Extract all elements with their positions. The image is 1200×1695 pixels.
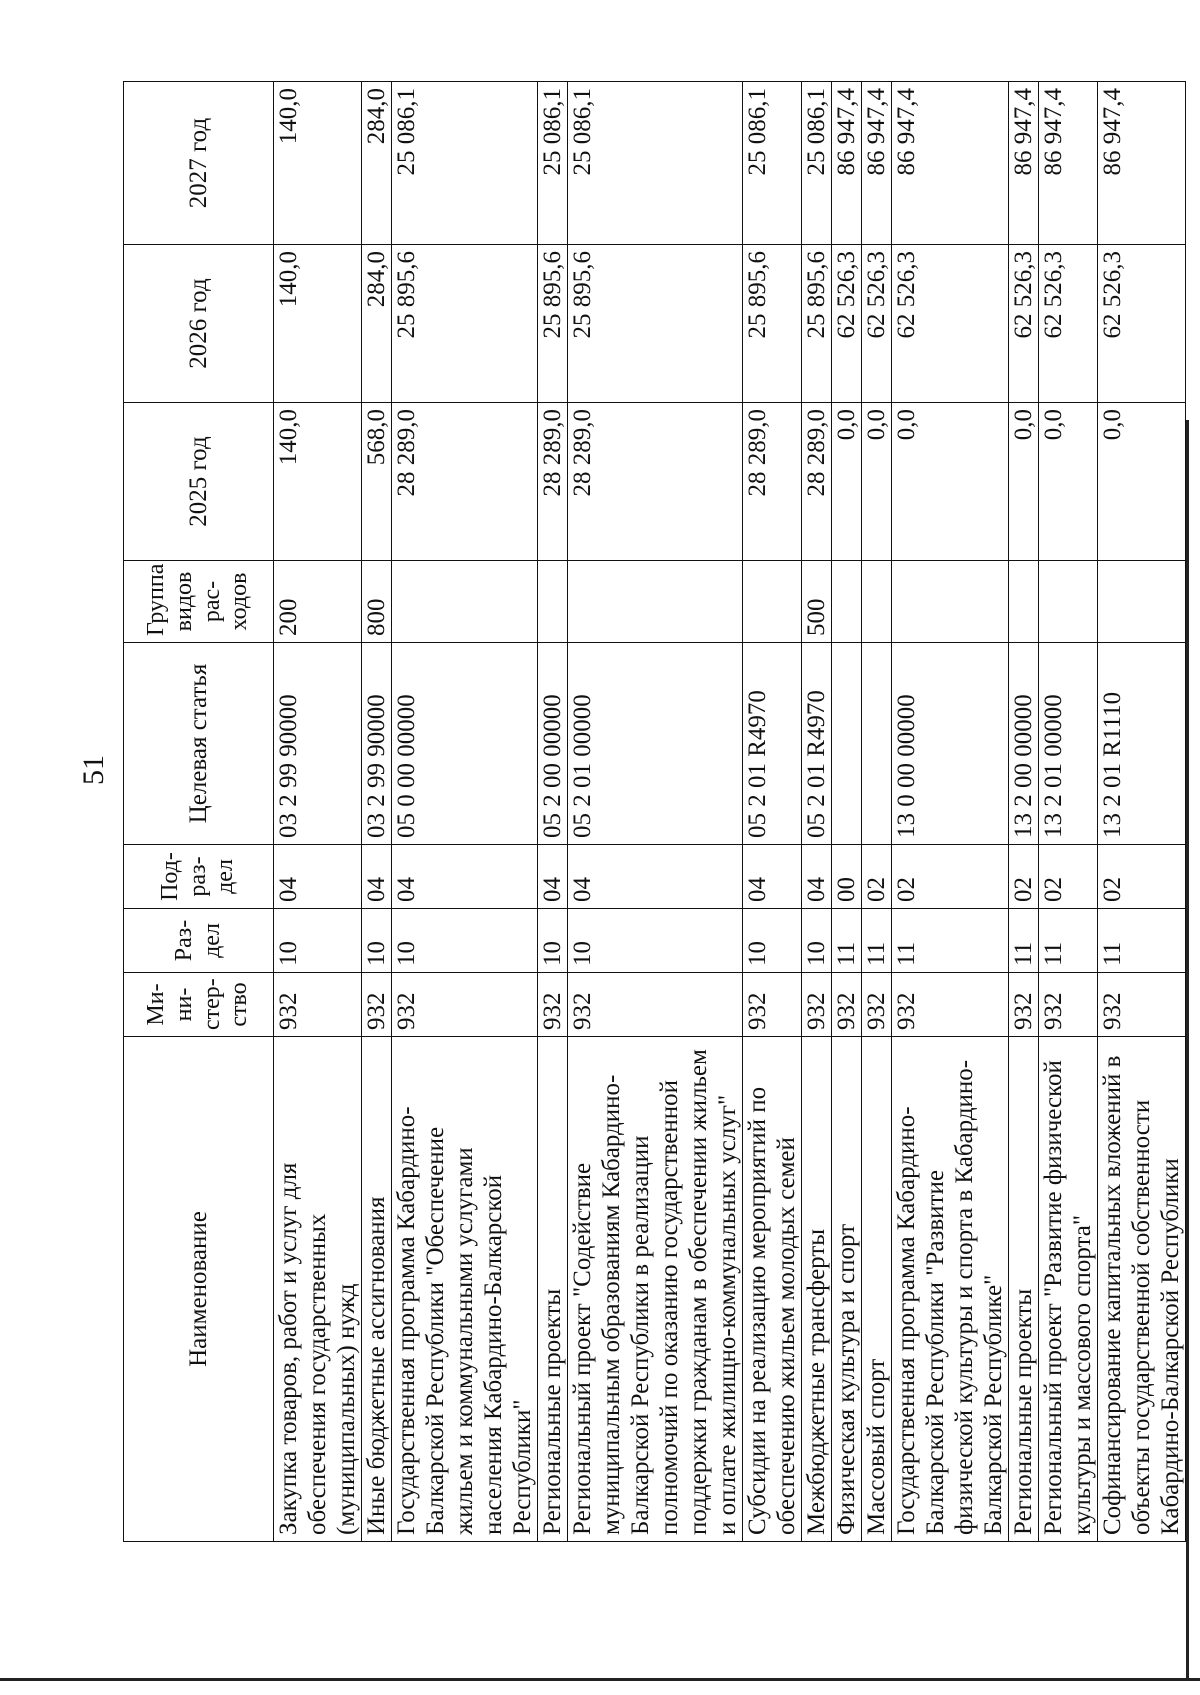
- scan-edge-bottom: [0, 1678, 1200, 1681]
- cell-section: 11: [1098, 909, 1186, 973]
- cell-y2025: 28 289,0: [743, 403, 802, 561]
- cell-ministry: 932: [1098, 973, 1186, 1037]
- cell-section: 11: [1039, 909, 1098, 973]
- cell-name: Государственная программа Кабардино-Балкарской Республики "Обеспечение жильем и коммунальными услугами населения Кабардино-Балкарской Республики": [392, 1037, 538, 1542]
- cell-group: [743, 561, 802, 643]
- header-section: [124, 909, 274, 973]
- cell-ministry: 932: [392, 973, 538, 1037]
- cell-name: Региональный проект "Содействие муниципальным образованиям Кабардино-Балкарской Республики в реализации полномочий по оказанию государственной поддержки гражданам в обеспечении жильем и оплате жилищно-коммунальных услуг": [568, 1037, 743, 1542]
- cell-target: 05 2 00 00000: [538, 643, 568, 845]
- cell-y2027: 25 086,1: [392, 82, 538, 245]
- header-ministry: [124, 973, 274, 1037]
- cell-section: 10: [538, 909, 568, 973]
- cell-name: Межбюджетные трансферты: [802, 1037, 832, 1542]
- cell-ministry: 932: [802, 973, 832, 1037]
- cell-group: 800: [362, 561, 392, 643]
- cell-group: [832, 561, 862, 643]
- header-subsection: [124, 845, 274, 909]
- table-row: [1098, 82, 1186, 1542]
- cell-y2026: 62 526,3: [1039, 245, 1098, 403]
- cell-y2027: 86 947,4: [892, 82, 1009, 245]
- cell-name: Физическая культура и спорт: [832, 1037, 862, 1542]
- cell-group: [1009, 561, 1039, 643]
- cell-ministry: 932: [1009, 973, 1039, 1037]
- cell-target: 05 2 01 R4970: [743, 643, 802, 845]
- cell-subsection: 04: [538, 845, 568, 909]
- cell-target: 05 0 00 00000: [392, 643, 538, 845]
- rotated-table-container: [123, 82, 1184, 1542]
- cell-ministry: 932: [743, 973, 802, 1037]
- header-section-text: Раз- дел: [170, 919, 225, 962]
- cell-y2025: 28 289,0: [568, 403, 743, 561]
- table-row: [832, 82, 862, 1542]
- cell-ministry: 932: [832, 973, 862, 1037]
- cell-subsection: 04: [568, 845, 743, 909]
- cell-y2026: 62 526,3: [1009, 245, 1039, 403]
- cell-ministry: 932: [892, 973, 1009, 1037]
- header-subsection-text: Под- раз- дел: [156, 852, 239, 901]
- header-2027: 2027 год: [124, 82, 274, 245]
- cell-ministry: 932: [274, 973, 362, 1037]
- table-header-row: [124, 82, 274, 1542]
- cell-y2026: 62 526,3: [862, 245, 892, 403]
- cell-name: Иные бюджетные ассигнования: [362, 1037, 392, 1542]
- cell-group: [892, 561, 1009, 643]
- header-group-text: Группа видов рас- ходов: [142, 563, 253, 636]
- cell-subsection: 02: [892, 845, 1009, 909]
- cell-y2027: 25 086,1: [743, 82, 802, 245]
- cell-y2026: 284,0: [362, 245, 392, 403]
- cell-name: Закупка товаров, работ и услуг для обеспечения государственных (муниципальных) нужд: [274, 1037, 362, 1542]
- cell-section: 10: [392, 909, 538, 973]
- table-row: [274, 82, 362, 1542]
- cell-group: [392, 561, 538, 643]
- cell-name: Государственная программа Кабардино-Балкарской Республики "Развитие физической культуры и спорта в Кабардино-Балкарской Республике": [892, 1037, 1009, 1542]
- cell-y2025: 568,0: [362, 403, 392, 561]
- cell-y2025: 0,0: [1009, 403, 1039, 561]
- cell-y2025: 0,0: [1039, 403, 1098, 561]
- header-target: Целевая статья: [124, 643, 274, 845]
- cell-subsection: 02: [1098, 845, 1186, 909]
- cell-subsection: 04: [362, 845, 392, 909]
- table-body: [274, 82, 1186, 1542]
- cell-section: 10: [362, 909, 392, 973]
- cell-target: 05 2 01 R4970: [802, 643, 832, 845]
- table-row: [892, 82, 1009, 1542]
- cell-section: 11: [1009, 909, 1039, 973]
- cell-section: 11: [862, 909, 892, 973]
- cell-target: 03 2 99 90000: [362, 643, 392, 845]
- table-row: [802, 82, 832, 1542]
- cell-y2025: 28 289,0: [802, 403, 832, 561]
- cell-subsection: 04: [802, 845, 832, 909]
- table-row: [743, 82, 802, 1542]
- cell-y2026: 140,0: [274, 245, 362, 403]
- table-row: [1039, 82, 1098, 1542]
- header-name: Наименование: [124, 1037, 274, 1542]
- cell-y2027: 86 947,4: [832, 82, 862, 245]
- cell-target: 13 2 01 R1110: [1098, 643, 1186, 845]
- cell-group: [862, 561, 892, 643]
- cell-y2026: 62 526,3: [892, 245, 1009, 403]
- cell-name: Массовый спорт: [862, 1037, 892, 1542]
- cell-y2027: 86 947,4: [1009, 82, 1039, 245]
- cell-ministry: 932: [538, 973, 568, 1037]
- cell-y2027: 86 947,4: [862, 82, 892, 245]
- cell-name: Региональные проекты: [1009, 1037, 1039, 1542]
- cell-section: 10: [743, 909, 802, 973]
- cell-y2027: 140,0: [274, 82, 362, 245]
- cell-section: 10: [802, 909, 832, 973]
- cell-group: 500: [802, 561, 832, 643]
- cell-ministry: 932: [568, 973, 743, 1037]
- table-row: [392, 82, 538, 1542]
- cell-group: 200: [274, 561, 362, 643]
- cell-ministry: 932: [362, 973, 392, 1037]
- cell-y2026: 62 526,3: [1098, 245, 1186, 403]
- cell-y2025: 0,0: [892, 403, 1009, 561]
- cell-section: 10: [274, 909, 362, 973]
- cell-y2027: 25 086,1: [538, 82, 568, 245]
- header-ministry-text: Ми- ни- стер- ство: [142, 978, 253, 1030]
- cell-target: 05 2 01 00000: [568, 643, 743, 845]
- budget-table: [123, 81, 1186, 1542]
- cell-target: 13 2 00 00000: [1009, 643, 1039, 845]
- cell-group: [1039, 561, 1098, 643]
- cell-y2027: 25 086,1: [568, 82, 743, 245]
- cell-target: 13 0 00 00000: [892, 643, 1009, 845]
- cell-subsection: 00: [832, 845, 862, 909]
- cell-name: Региональный проект "Развитие физической культуры и массового спорта": [1039, 1037, 1098, 1542]
- table-row: [538, 82, 568, 1542]
- cell-ministry: 932: [862, 973, 892, 1037]
- cell-ministry: 932: [1039, 973, 1098, 1037]
- cell-subsection: 04: [392, 845, 538, 909]
- cell-y2026: 25 895,6: [568, 245, 743, 403]
- cell-y2026: 25 895,6: [802, 245, 832, 403]
- cell-y2026: 25 895,6: [743, 245, 802, 403]
- cell-name: Софинансирование капитальных вложений в объекты государственной собственности Кабардино-Балкарской Республики: [1098, 1037, 1186, 1542]
- cell-target: 03 2 99 90000: [274, 643, 362, 845]
- table-row: [1009, 82, 1039, 1542]
- cell-group: [1098, 561, 1186, 643]
- cell-section: 11: [892, 909, 1009, 973]
- cell-y2025: 28 289,0: [538, 403, 568, 561]
- cell-y2025: 0,0: [862, 403, 892, 561]
- cell-y2026: 25 895,6: [538, 245, 568, 403]
- cell-section: 11: [832, 909, 862, 973]
- cell-subsection: 02: [862, 845, 892, 909]
- header-group: [124, 561, 274, 643]
- table-row: [568, 82, 743, 1542]
- cell-subsection: 04: [743, 845, 802, 909]
- cell-target: 13 2 01 00000: [1039, 643, 1098, 845]
- header-2026: 2026 год: [124, 245, 274, 403]
- cell-y2025: 28 289,0: [392, 403, 538, 561]
- cell-section: 10: [568, 909, 743, 973]
- cell-subsection: 04: [274, 845, 362, 909]
- header-2025: 2025 год: [124, 403, 274, 561]
- cell-group: [538, 561, 568, 643]
- cell-y2025: 0,0: [1098, 403, 1186, 561]
- cell-y2025: 140,0: [274, 403, 362, 561]
- cell-y2027: 284,0: [362, 82, 392, 245]
- cell-y2027: 25 086,1: [802, 82, 832, 245]
- cell-y2027: 86 947,4: [1098, 82, 1186, 245]
- cell-group: [568, 561, 743, 643]
- cell-y2026: 25 895,6: [392, 245, 538, 403]
- cell-subsection: 02: [1009, 845, 1039, 909]
- scan-edge-right: [1186, 420, 1189, 1680]
- cell-subsection: 02: [1039, 845, 1098, 909]
- cell-y2025: 0,0: [832, 403, 862, 561]
- cell-name: Региональные проекты: [538, 1037, 568, 1542]
- cell-target: [862, 643, 892, 845]
- cell-y2027: 86 947,4: [1039, 82, 1098, 245]
- cell-y2026: 62 526,3: [832, 245, 862, 403]
- table-row: [362, 82, 392, 1542]
- page-number: 51: [77, 755, 110, 785]
- cell-target: [832, 643, 862, 845]
- cell-name: Субсидии на реализацию мероприятий по обеспечению жильем молодых семей: [743, 1037, 802, 1542]
- table-row: [862, 82, 892, 1542]
